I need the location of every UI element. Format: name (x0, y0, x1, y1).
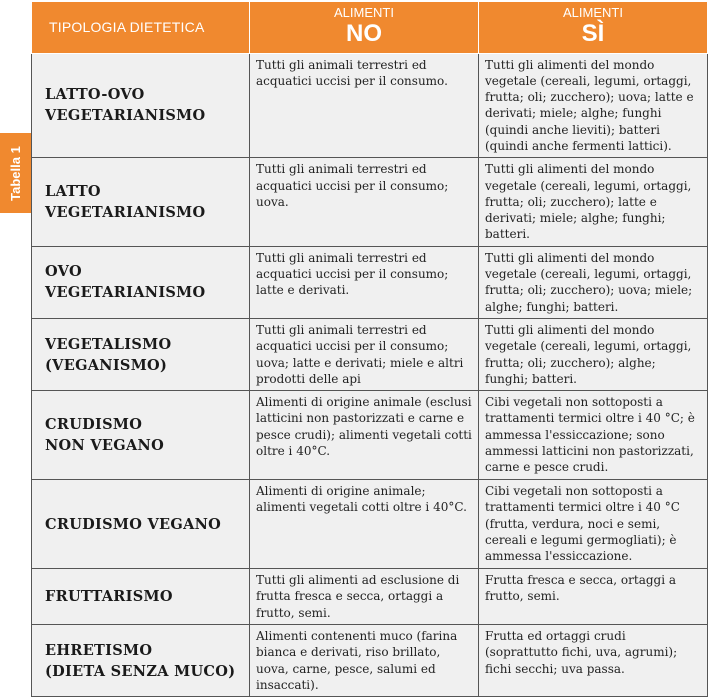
foods-no-cell: Alimenti di origine animale (esclusi latticini non pastorizzati e carne e pesce crudi); alimenti vegetali cotti oltre i 40°C. (250, 391, 479, 480)
foods-yes-cell: Tutti gli alimenti del mondo vegetale (cereali, legumi, ortaggi, frutta; oli; zucchero); latte e derivati; miele; alghe; funghi; batteri. (479, 158, 708, 246)
diet-type-cell (32, 480, 250, 569)
diet-type-line: (VEGANISMO) (45, 356, 168, 374)
foods-no-cell: Tutti gli alimenti ad esclusione di frutta fresca e secca, ortaggi a frutto, semi. (250, 569, 479, 625)
header-foods-yes (479, 2, 708, 53)
foods-yes-cell: Tutti gli alimenti del mondo vegetale (cereali, legumi, ortaggi, frutta; oli; zucchero); alghe; funghi; batteri. (479, 318, 708, 390)
foods-no-cell: Tutti gli animali terrestri ed acquatici uccisi per il consumo; uova. (250, 158, 479, 246)
diet-type-line: VEGETARIANISMO (45, 204, 206, 222)
diet-type-cell (32, 391, 250, 480)
table-number-tab (0, 133, 31, 213)
header-foods-no (250, 2, 479, 53)
diet-type-line: EHRETISMO (45, 641, 153, 659)
table-row (32, 391, 708, 480)
header-diet-type: TIPOLOGIA DIETETICA (32, 2, 250, 53)
diet-type-line: VEGETARIANISMO (45, 284, 206, 302)
table-header-row (32, 2, 708, 53)
header-foods-no-caption: ALIMENTI (334, 5, 394, 20)
diet-type-line: NON VEGANO (45, 437, 165, 455)
foods-yes-cell: Tutti gli alimenti del mondo vegetale (cereali, legumi, ortaggi, frutta; oli; zucchero); uova; latte e derivati; miele; alghe; funghi (quindi anche lieviti); batteri (quindi anche fermenti lattici). (479, 53, 708, 158)
diet-type-line: LATTO (45, 183, 101, 201)
foods-no-cell: Tutti gli animali terrestri ed acquatici uccisi per il consumo. (250, 53, 479, 158)
foods-yes-cell: Cibi vegetali non sottoposti a trattamenti termici oltre i 40 °C (frutta, verdura, noci e semi, cereali e legumi germogliati); è ammessa l'essiccazione. (479, 480, 708, 569)
header-foods-no-label: NO (346, 20, 382, 47)
foods-yes-cell: Frutta ed ortaggi crudi (soprattutto fichi, uva, agrumi); fichi secchi; uva passa. (479, 625, 708, 697)
foods-no-cell: Tutti gli animali terrestri ed acquatici uccisi per il consumo; latte e derivati. (250, 246, 479, 318)
table-row (32, 625, 708, 697)
table-row (32, 480, 708, 569)
diet-type-line: VEGETALISMO (45, 335, 172, 353)
foods-no-cell: Tutti gli animali terrestri ed acquatici uccisi per il consumo; uova; latte e derivati; miele e altri prodotti delle api (250, 318, 479, 390)
diet-type-cell (32, 53, 250, 158)
diet-types-table (31, 2, 708, 697)
diet-type-cell (32, 569, 250, 625)
diet-type-cell (32, 318, 250, 390)
diet-type-cell (32, 625, 250, 697)
diet-type-line: VEGETARIANISMO (45, 107, 206, 125)
diet-type-line: CRUDISMO VEGANO (45, 515, 222, 533)
foods-no-cell: Alimenti di origine animale; alimenti vegetali cotti oltre i 40°C. (250, 480, 479, 569)
header-foods-yes-label: SÌ (581, 20, 605, 47)
diet-type-line: LATTO-OVO (45, 86, 145, 104)
header-foods-yes-caption: ALIMENTI (563, 5, 623, 20)
table-row (32, 569, 708, 625)
table-row (32, 158, 708, 246)
table-row (32, 53, 708, 158)
diet-type-line: OVO (45, 263, 82, 281)
diet-type-line: FRUTTARISMO (45, 588, 173, 606)
table-number-label: Tabella 1 (8, 145, 23, 201)
foods-no-cell: Alimenti contenenti muco (farina bianca e derivati, riso brillato, uova, carne, pesce, salumi ed insaccati). (250, 625, 479, 697)
diet-type-line: (DIETA SENZA MUCO) (45, 662, 236, 680)
diet-type-cell (32, 158, 250, 246)
table-row (32, 318, 708, 390)
diet-type-cell (32, 246, 250, 318)
foods-yes-cell: Frutta fresca e secca, ortaggi a frutto, semi. (479, 569, 708, 625)
diet-type-line: CRUDISMO (45, 416, 143, 434)
foods-yes-cell: Tutti gli alimenti del mondo vegetale (cereali, legumi, ortaggi, frutta; oli; zucchero); uova; miele; alghe; funghi; batteri. (479, 246, 708, 318)
foods-yes-cell: Cibi vegetali non sottoposti a trattamenti termici oltre i 40 °C; è ammessa l'essiccazione; sono ammessi latticini non pastorizzati, carne e pesce crudi. (479, 391, 708, 480)
table-row (32, 246, 708, 318)
